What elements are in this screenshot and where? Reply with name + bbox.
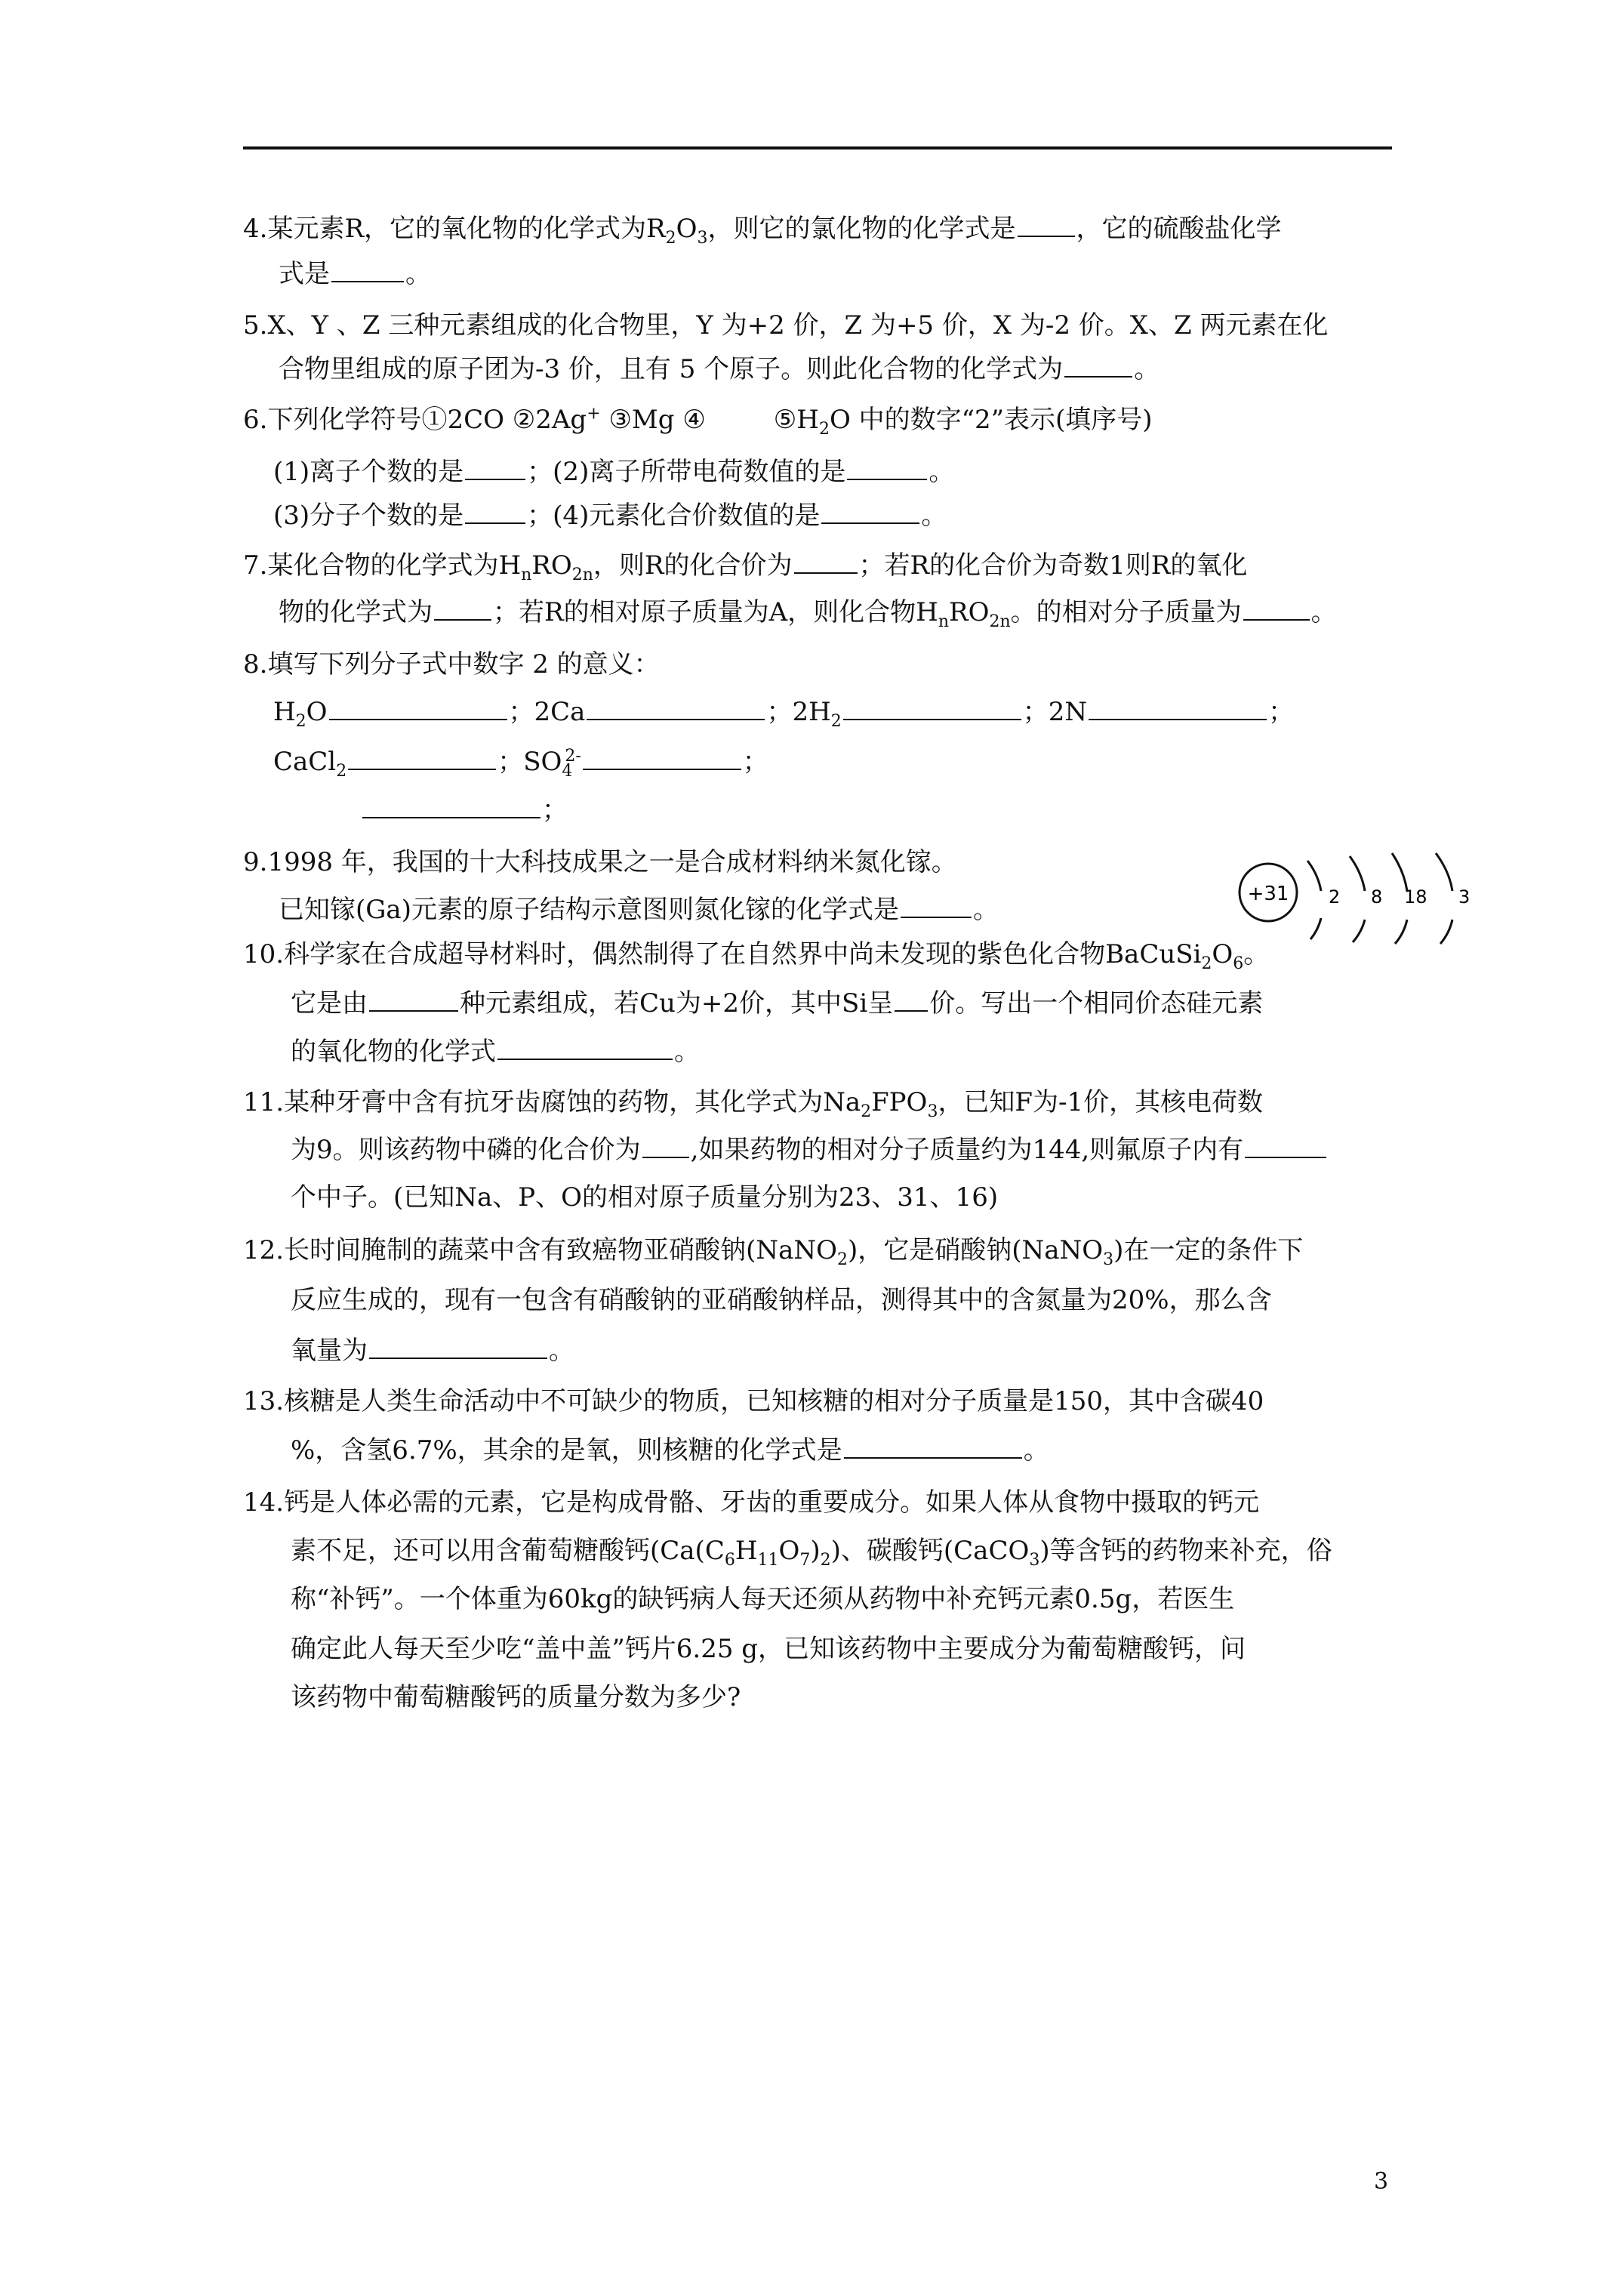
shell-count: 2 (1329, 886, 1341, 908)
answer-blank[interactable] (901, 894, 972, 918)
shell-count: 3 (1458, 886, 1471, 908)
shell-arc (1353, 920, 1365, 942)
answer-blank[interactable] (434, 596, 491, 621)
shell-arc (1392, 853, 1407, 891)
answer-blank[interactable] (895, 988, 928, 1012)
answer-blank[interactable] (587, 696, 765, 720)
q5-line-1: 5.X、Y 、Z 三种元素组成的化合物里，Y 为+2 价，Z 为+5 价，X 为-2 价。X、Z 两元素在化 (243, 310, 1329, 341)
q12-line-1: 12.长时间腌制的蔬菜中含有致癌物亚硝酸钠(NaNO$_2$)，它是硝酸钠(NaNO$_3$)在一定的条件下 (243, 1235, 1304, 1269)
q9-line-2: 已知镓(Ga)元素的原子结构示意图则氮化镓的化学式是 。 (279, 895, 999, 925)
q12-line-3: 氧量为 。 (291, 1336, 574, 1366)
shell-arc (1310, 918, 1321, 939)
shell-count: 8 (1371, 886, 1383, 908)
answer-blank[interactable] (844, 1435, 1022, 1459)
answer-blank[interactable] (465, 456, 525, 480)
q10-line-3: 的氧化物的化学式 。 (291, 1037, 700, 1067)
q8-row-3: ； (361, 794, 568, 825)
q14-line-1: 14.钙是人体必需的元素，它是构成骨骼、牙齿的重要成分。如果人体从食物中摄取的钙元 (243, 1487, 1260, 1518)
answer-blank[interactable] (497, 1036, 673, 1060)
answer-blank[interactable] (821, 500, 919, 524)
shell-count: 18 (1404, 886, 1427, 908)
q14-line-3: 称“补钙”。一个体重为60kg的缺钙病人每天还须从药物中补充钙元素0.5g，若医生 (291, 1584, 1235, 1614)
q10-line-2: 它是由 种元素组成，若Cu为+2价，其中Si呈 价。写出一个相同价态硅元素 (291, 988, 1264, 1019)
header-rule (243, 146, 1392, 149)
answer-blank[interactable] (331, 258, 404, 282)
answer-blank[interactable] (369, 988, 458, 1012)
q12-line-2: 反应生成的，现有一包含有硝酸钠的亚硝酸钠样品，测得其中的含氮量为20%，那么含 (291, 1285, 1272, 1315)
answer-blank[interactable] (843, 696, 1021, 720)
q4-line-1: 4.某元素R，它的氧化物的化学式为$R_2O_3$，则它的氯化物的化学式是 ，它的硫酸盐化学 (243, 214, 1282, 248)
answer-blank[interactable] (329, 696, 507, 720)
q10-line-1: 10.科学家在合成超导材料时，偶然制得了在自然界中尚未发现的紫色化合物$BaCuSi_2O_6$。 (243, 939, 1270, 973)
q9-line-1: 9.1998 年，我国的十大科技成果之一是合成材料纳米氮化镓。 (243, 847, 957, 877)
shell-arc (1436, 853, 1452, 891)
answer-blank[interactable] (583, 746, 741, 770)
shell-arc (1395, 920, 1407, 944)
q5-line-2: 合物里组成的原子团为-3 价，且有 5 个原子。则此化合物的化学式为 。 (279, 354, 1160, 384)
q4-line-2: 式是 。 (279, 259, 431, 289)
answer-blank[interactable] (348, 746, 496, 770)
q6-line-1: 6.下列化学符号①2CO ②2Ag+ ③Mg ④ $⑤H_2O$ 中的数字“2”表示(填序号) (243, 404, 1153, 439)
q6-line-2: (1)离子个数的是 ；(2)离子所带电荷数值的是 。 (273, 457, 955, 487)
answer-blank[interactable] (369, 1335, 547, 1359)
shell-arc (1307, 861, 1321, 891)
answer-blank[interactable] (362, 794, 540, 818)
answer-blank[interactable] (1089, 696, 1267, 720)
q6-line-3: (3)分子个数的是 ；(4)元素化合价数值的是 。 (273, 501, 947, 531)
q14-line-2: 素不足，还可以用含葡萄糖酸钙$(Ca(C_6H_{11}O_7)_2)$、碳酸钙(CaCO$_3$)等含钙的药物来补充，俗 (291, 1536, 1332, 1570)
answer-blank[interactable] (1243, 596, 1310, 621)
q8-row-1: $H_2O$ ；2Ca ；$2H_2$ ；2N ； (273, 697, 1295, 731)
q11-line-3: 个中子。(已知Na、P、O的相对原子质量分别为23、31、16) (291, 1182, 999, 1213)
q14-line-5: 该药物中葡萄糖酸钙的质量分数为多少? (291, 1682, 741, 1712)
q11-line-1: 11.某种牙膏中含有抗牙齿腐蚀的药物，其化学式为$Na_2FPO_3$，已知F为-1价，其核电荷数 (243, 1087, 1264, 1121)
answer-blank[interactable] (1245, 1134, 1326, 1158)
q7-line-1: 7.某化合物的化学式为$H_nRO_{2n}$，则R的化合价为 ；若R的化合价为奇数1则R的氧化 (243, 550, 1248, 584)
q7-line-2: 物的化学式为 ；若R的相对原子质量为A，则化合物$H_nRO_{2n}$。的相对分子质量为 。 (279, 597, 1337, 631)
q8-row-2: CaCl$_2$ ；$SO_4^{2-}$ ； (273, 746, 768, 781)
answer-blank[interactable] (1064, 353, 1132, 378)
answer-blank[interactable] (794, 550, 858, 574)
q13-line-2: %，含氢6.7%，其余的是氧，则核糖的化学式是 。 (291, 1435, 1049, 1465)
q14-line-4: 确定此人每天至少吃“盖中盖”钙片6.25 g，已知该药物中主要成分为葡萄糖酸钙，问 (291, 1634, 1246, 1664)
shell-arc (1440, 920, 1452, 944)
nucleus-charge: +31 (1247, 883, 1289, 905)
answer-blank[interactable] (465, 500, 525, 524)
q11-line-2: 为9。则该药物中磷的化合价为 ,如果药物的相对分子质量约为144,则氟原子内有 (291, 1134, 1328, 1165)
shell-arc (1350, 856, 1365, 891)
q13-line-1: 13.核糖是人类生命活动中不可缺少的物质，已知核糖的相对分子质量是150，其中含碳40 (243, 1386, 1264, 1416)
q8-title: 8.填写下列分子式中数字 2 的意义： (243, 649, 660, 680)
answer-blank[interactable] (847, 456, 927, 480)
answer-blank[interactable] (642, 1134, 689, 1158)
answer-blank[interactable] (1018, 213, 1075, 237)
gallium-atom-structure-diagram (1236, 846, 1478, 951)
page-number: 3 (1374, 2168, 1389, 2195)
